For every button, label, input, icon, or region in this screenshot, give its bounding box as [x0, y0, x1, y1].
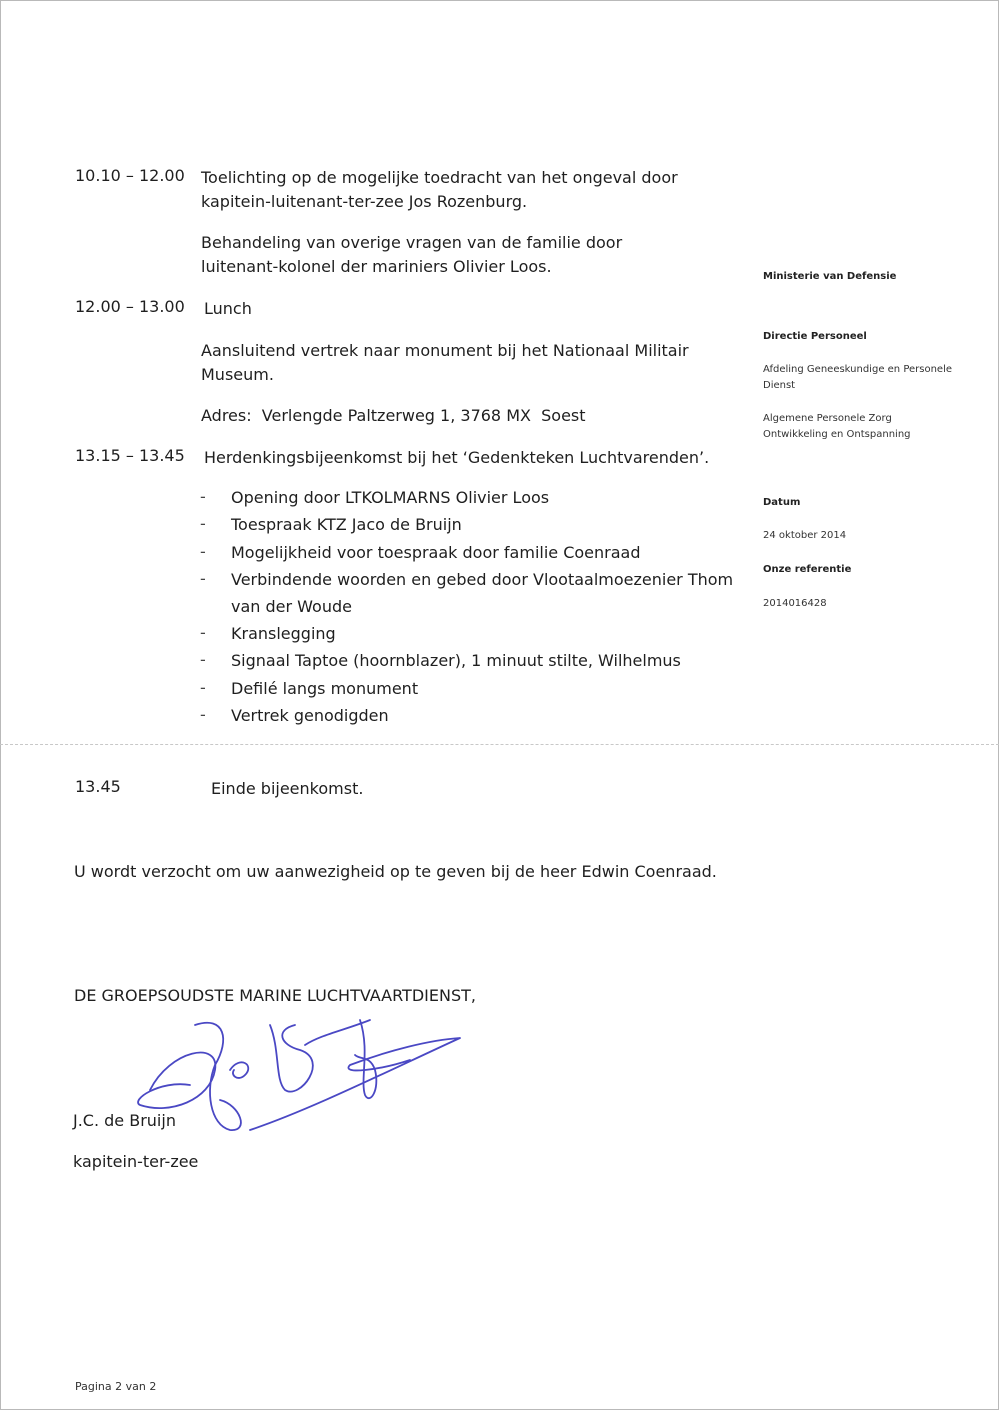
list-item-6: Signaal Taptoe (hoornblazer), 1 minuut stilte, Wilhelmus	[231, 651, 681, 670]
list-item-8: Vertrek genodigden	[231, 706, 389, 725]
schedule-time-3: 13.15 – 13.45	[75, 446, 185, 465]
fold-line	[0, 744, 999, 745]
sidebar-ministry: Ministerie van Defensie	[763, 271, 897, 282]
end-time: 13.45	[75, 777, 121, 796]
schedule-time-1: 10.10 – 12.00	[75, 166, 185, 185]
list-item-2: Toespraak KTZ Jaco de Bruijn	[231, 515, 462, 534]
schedule-text-1b: Behandeling van overige vragen van de familie door luitenant-kolonel der mariniers Olivier Loos.	[201, 233, 623, 276]
signer-name: J.C. de Bruijn	[73, 1111, 176, 1130]
sidebar-date-value: 24 oktober 2014	[763, 530, 847, 541]
schedule-text-3: Herdenkingsbijeenkomst bij het ‘Gedenkteken Luchtvarenden’.	[204, 448, 710, 467]
schedule-text-2b: Aansluitend vertrek naar monument bij het Nationaal Militair Museum.	[201, 341, 689, 384]
list-bullet: -	[200, 678, 206, 697]
signature-title: DE GROEPSOUDSTE MARINE LUCHTVAARTDIENST,	[74, 986, 476, 1005]
list-bullet: -	[200, 514, 206, 533]
sidebar-section: Algemene Personele Zorg Ontwikkeling en Ontspanning	[763, 413, 911, 440]
handwritten-signature	[130, 1010, 490, 1150]
list-bullet: -	[200, 487, 206, 506]
sidebar-reference-label: Onze referentie	[763, 564, 852, 575]
list-bullet: -	[200, 623, 206, 642]
page-number: Pagina 2 van 2	[75, 1380, 157, 1393]
schedule-text-2c: Adres: Verlengde Paltzerweg 1, 3768 MX Soest	[201, 406, 586, 425]
list-item-7: Defilé langs monument	[231, 679, 419, 698]
schedule-text-1a: Toelichting op de mogelijke toedracht van het ongeval door kapitein-luitenant-ter-zee Jos Rozenburg.	[201, 168, 678, 211]
list-bullet: -	[200, 542, 206, 561]
list-bullet: -	[200, 705, 206, 724]
signer-rank: kapitein-ter-zee	[73, 1152, 199, 1171]
list-item-4: Verbindende woorden en gebed door Vlootaalmoezenier Thom van der Woude	[231, 570, 734, 616]
end-text: Einde bijeenkomst.	[211, 779, 364, 798]
request-text: U wordt verzocht om uw aanwezigheid op te geven bij de heer Edwin Coenraad.	[74, 862, 717, 881]
sidebar-reference-value: 2014016428	[763, 598, 827, 609]
schedule-text-2a: Lunch	[204, 299, 252, 318]
list-bullet: -	[200, 650, 206, 669]
sidebar-date-label: Datum	[763, 497, 801, 508]
signature-image	[130, 1010, 490, 1154]
list-bullet: -	[200, 569, 206, 588]
list-item-3: Mogelijkheid voor toespraak door familie Coenraad	[231, 543, 641, 562]
list-item-5: Kranslegging	[231, 624, 336, 643]
schedule-time-2: 12.00 – 13.00	[75, 297, 185, 316]
list-item-1: Opening door LTKOLMARNS Olivier Loos	[231, 488, 550, 507]
sidebar-directorate: Directie Personeel	[763, 331, 867, 342]
sidebar-department: Afdeling Geneeskundige en Personele Dienst	[763, 364, 952, 391]
